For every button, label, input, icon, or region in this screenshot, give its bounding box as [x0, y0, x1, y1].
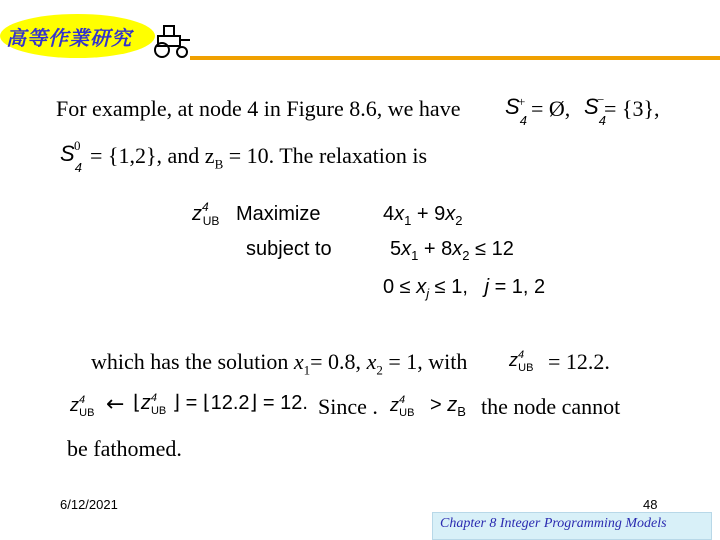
fathomed-text: be fathomed. [67, 436, 182, 461]
set-s4-minus: $S_4$ [584, 94, 606, 129]
footer-title: Chapter 8 Integer Programming Models [440, 516, 667, 531]
set-empty-text: = Ø, [531, 96, 571, 121]
solution-text: which has the solution $x_1= 0.8$, $x_2 = 1$, with [91, 349, 468, 378]
set-s4-plus: $S_4$ [505, 94, 527, 129]
lp-z-label: $z^4_{UB}$ [192, 200, 220, 228]
z-ub-symbol-3: $z^4_{UB}$ [390, 394, 415, 419]
lp-objective-expr: $4x_1 + 9x_2$ [383, 203, 463, 228]
text-line-1 [56, 96, 460, 122]
floor-expression: $⌊z^4_{UB}$ ⌋ = ⌊12.2⌋ = 12. [133, 392, 308, 417]
lp-constraint-2: $0 \le x_j \le 1$, j = 1, 2 [383, 276, 546, 301]
lp-objective-label: Maximize [236, 203, 321, 225]
plus-sup: + [518, 94, 526, 109]
footer-date: 6/12/2021 [60, 497, 118, 512]
intro-text: For example, at node 4 in Figure 8.6, we have [56, 96, 461, 121]
text-line-2: = {1,2}, and $z_B = 10$. The relaxation is [90, 143, 428, 172]
header-rule [190, 56, 720, 60]
node-text: the node cannot [481, 394, 621, 419]
since-text: Since . [318, 394, 378, 419]
lp-constraint-1: $5x_1 + 8x_2 \le 12$ [390, 238, 514, 263]
z-ub-symbol-1: $z^4_{UB}$ [509, 349, 534, 374]
logo-text: 高等作業研究 [6, 28, 132, 50]
set-s4-zero: $S_4$ [60, 141, 82, 176]
set-three-text: = {3}, [604, 96, 660, 121]
lp-subject-to-label: subject to [246, 238, 332, 260]
solution-value: = 12.2. [548, 349, 610, 374]
tractor-icon [150, 22, 194, 65]
zero-sup: 0 [74, 138, 81, 153]
z-ub-symbol-2: $z^4_{UB}$ [70, 394, 95, 419]
left-arrow-icon: ← [106, 392, 125, 417]
footer-page-number: 48 [643, 497, 658, 512]
minus-sup: − [597, 92, 605, 107]
greater-than-z-b: > $z_B$ [430, 394, 466, 419]
